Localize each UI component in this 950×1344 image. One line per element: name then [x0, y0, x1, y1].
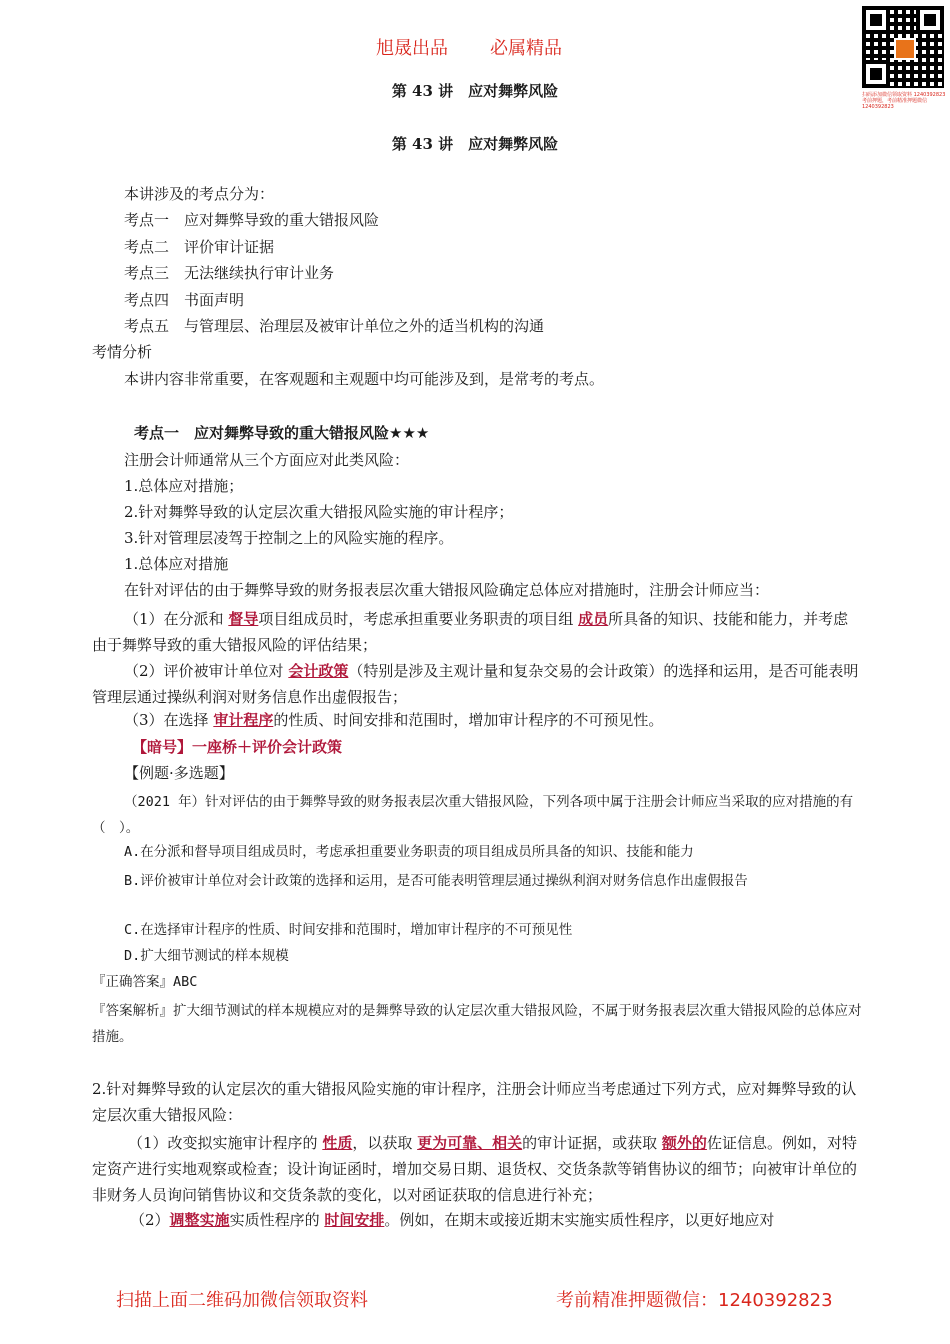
section1-heading: 考点一 应对舞弊导致的重大错报风险★★★ — [134, 424, 430, 442]
keyword-member: 成员 — [578, 610, 609, 628]
section1-item-3: 3.针对管理层凌驾于控制之上的风险实施的程序。 — [124, 529, 454, 547]
section2-measure-1: （1）改变拟实施审计程序的 性质，以获取 更为可靠、相关的审计证据，或获取 额外的佐证信息。例如，对特定资产进行实地观察或检查；设计询证函时，增加交易日期、退货权、交货条款等销售协议的细节；向被审计单位的非财务人员询问销售协议和交货条款的变化，以对函证获取的信息进行补充； — [92, 1134, 858, 1204]
page-title: 第 43 讲 应对舞弊风险 — [391, 82, 559, 100]
section1-item-1: 1.总体应对措施； — [124, 477, 244, 495]
measure-3: （3）在选择 审计程序的性质、时间安排和范围时，增加审计程序的不可预见性。 — [124, 711, 664, 729]
intro-point-2: 考点二 评价审计证据 — [124, 238, 275, 256]
option-a: A.在分派和督导项目组成员时，考虑承担重要业务职责的项目组成员所具备的知识、技能和能力 — [124, 844, 694, 860]
intro-lead: 本讲涉及的考点分为： — [124, 185, 275, 203]
keyword-accounting-policy: 会计政策 — [288, 662, 349, 680]
qr-badge-icon — [894, 38, 916, 60]
section1-sub-heading: 1.总体应对措施 — [124, 555, 229, 573]
qr-caption: 扫码添加微信领取资料 1240392823 考前押题，考前精准押题微信 1240392823 — [862, 92, 946, 110]
analysis-text: 本讲内容非常重要，在客观题和主观题中均可能涉及到，是常考的考点。 — [124, 370, 605, 388]
intro-point-3: 考点三 无法继续执行审计业务 — [124, 264, 335, 282]
qr-code-icon[interactable] — [862, 6, 944, 88]
correct-answer: 『正确答案』ABC — [92, 974, 198, 990]
keyword-nature: 性质 — [322, 1134, 353, 1152]
lecture-title: 第 43 讲 应对舞弊风险 — [391, 135, 559, 153]
mnemonic: 【暗号】一座桥＋评价会计政策 — [132, 738, 343, 756]
footer-right: 考前精准押题微信：1240392823 — [556, 1290, 833, 1311]
section1-lead: 注册会计师通常从三个方面应对此类风险： — [124, 451, 410, 469]
brand-slogan — [376, 34, 604, 60]
intro-point-1: 考点一 应对舞弊导致的重大错报风险 — [124, 211, 380, 229]
keyword-timing: 时间安排 — [324, 1211, 385, 1229]
keyword-additional: 额外的 — [661, 1134, 707, 1152]
measure-2: （2）评价被审计单位对 会计政策（特别是涉及主观计量和复杂交易的会计政策）的选择和运用，是否可能表明管理层通过操纵利润对财务信息作出虚假报告； — [92, 662, 859, 706]
keyword-adjust: 调整实施 — [169, 1211, 230, 1229]
analysis-heading: 考情分析 — [92, 343, 153, 361]
example-label: 【例题·多选题】 — [124, 764, 234, 782]
footer-left: 扫描上面二维码加微信领取资料 — [116, 1290, 368, 1311]
section2-measure-2: （2）调整实施实质性程序的 时间安排。例如，在期末或接近期末实施实质性程序，以更好地应对 — [130, 1211, 775, 1229]
option-c: C.在选择审计程序的性质、时间安排和范围时，增加审计程序的不可预见性 — [124, 922, 573, 938]
keyword-audit-procedure: 审计程序 — [213, 711, 274, 729]
measure-1: （1）在分派和 督导项目组成员时，考虑承担重要业务职责的项目组 成员所具备的知识、技能和能力，并考虑由于舞弊导致的重大错报风险的评估结果； — [92, 610, 849, 654]
intro-point-5: 考点五 与管理层、治理层及被审计单位之外的适当机构的沟通 — [124, 317, 545, 335]
section1-sub-lead: 在针对评估的由于舞弊导致的财务报表层次重大错报风险确定总体应对措施时，注册会计师应当： — [124, 581, 770, 599]
keyword-reliable: 更为可靠、相关 — [417, 1134, 523, 1152]
brand-left: 旭晟出品 — [376, 38, 448, 59]
keyword-supervise: 督导 — [228, 610, 259, 628]
option-d: D.扩大细节测试的样本规模 — [124, 948, 289, 964]
section2-lead: 2.针对舞弊导致的认定层次的重大错报风险实施的审计程序，注册会计师应当考虑通过下列方式，应对舞弊导致的认定层次重大错报风险： — [92, 1080, 857, 1124]
brand-right: 必属精品 — [490, 38, 562, 59]
answer-explanation: 『答案解析』扩大细节测试的样本规模应对的是舞弊导致的认定层次重大错报风险，不属于财务报表层次重大错报风险的总体应对措施。 — [92, 1003, 862, 1045]
section1-item-2: 2.针对舞弊导致的认定层次重大错报风险实施的审计程序； — [124, 503, 514, 521]
example-stem: （2021 年）针对评估的由于舞弊导致的财务报表层次重大错报风险，下列各项中属于注册会计师应当采取的应对措施的有（ ）。 — [92, 794, 854, 836]
intro-point-4: 考点四 书面声明 — [124, 291, 245, 309]
option-b: B.评价被审计单位对会计政策的选择和运用，是否可能表明管理层通过操纵利润对财务信息作出虚假报告 — [124, 873, 748, 889]
